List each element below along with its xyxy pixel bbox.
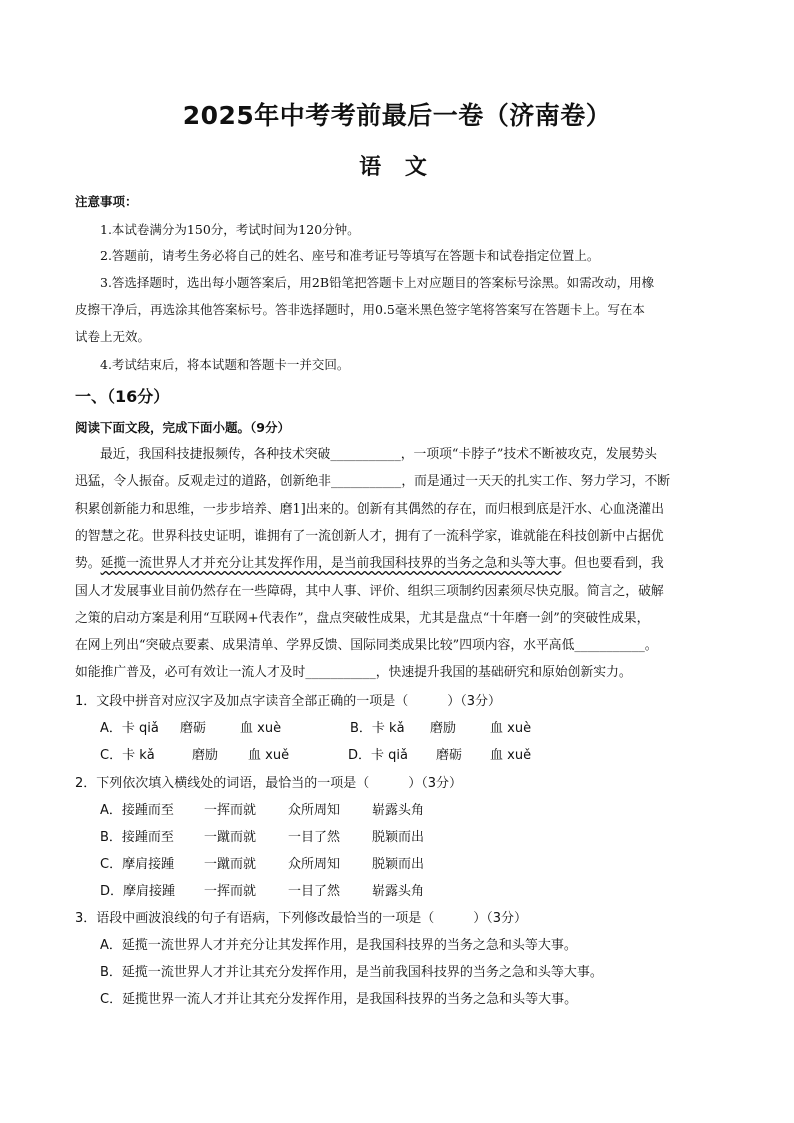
option-word: D．摩肩接踵 bbox=[100, 884, 176, 899]
question-1-stem: 1．文段中拼音对应汉字及加点字读音全部正确的一项是（ ）（3分） bbox=[75, 694, 502, 709]
notice-item: 皮擦干净后，再选涂其他答案标号。答非选择题时，用0.5毫米黑色签字笔将答案写在答题卡上。写在本 bbox=[75, 302, 645, 317]
question-3-option-c[interactable]: C．延揽世界一流人才并让其充分发挥作用，是我国科技界的当务之急和头等大事。 bbox=[100, 992, 578, 1007]
notice-item: 1.本试卷满分为150分，考试时间为120分钟。 bbox=[100, 222, 360, 237]
option-word: 崭露头角 bbox=[372, 884, 425, 899]
passage-fragment: 。但也要看到，我 bbox=[561, 556, 664, 571]
passage-line: 迅猛，令人振奋。反观走过的道路，创新绝非___________，而是通过一天天的扎实工作、努力学习，不断 bbox=[75, 474, 671, 489]
passage-line: 如能推广普及，必可有效让一流人才及时___________，快速提升我国的基础研究和原始创新实力。 bbox=[75, 665, 632, 680]
option-b-pinyin[interactable]: B．卡 kǎ bbox=[350, 721, 405, 736]
notice-item: 3.答选择题时，选出每小题答案后，用2B铅笔把答题卡上对应题目的答案标号涂黑。如需改动，用橡 bbox=[100, 275, 655, 290]
passage-line: 积累创新能力和思维，一步步培养、磨1]出来的。创新有其偶然的存在，而归根到底是汗水、心血浇灌出 bbox=[75, 502, 664, 517]
option-word: B．接踵而至 bbox=[100, 830, 174, 845]
option-word: C．摩肩接踵 bbox=[100, 857, 175, 872]
option-word: 脱颖而出 bbox=[372, 830, 425, 845]
notice-heading: 注意事项： bbox=[75, 194, 138, 209]
page-title: 2025年中考考前最后一卷（济南卷） bbox=[182, 101, 612, 130]
question-2-option-d[interactable] bbox=[100, 882, 424, 902]
option-word: 一目了然 bbox=[288, 884, 341, 899]
option-c-word: 磨励 bbox=[192, 748, 219, 763]
question-3-option-a[interactable]: A．延揽一流世界人才并充分让其发挥作用，是我国科技界的当务之急和头等大事。 bbox=[100, 938, 577, 953]
question-2-option-b[interactable] bbox=[100, 828, 424, 848]
question-1-options-row bbox=[100, 746, 531, 766]
option-word: 一目了然 bbox=[288, 830, 341, 845]
option-word: 众所周知 bbox=[288, 857, 341, 872]
option-d-char: 血 xuě bbox=[490, 748, 532, 763]
question-2-stem: 2．下列依次填入横线处的词语，最恰当的一项是（ ）（3分） bbox=[75, 776, 463, 791]
passage-line: 的智慧之花。世界科技史证明，谁拥有了一流创新人才，拥有了一流科学家，谁就能在科技创新中占据优 bbox=[75, 529, 664, 544]
passage-line: 国人才发展事业目前仍然存在一些障碍，其中人事、评价、组织三项制约因素须尽快克服。简言之，破解 bbox=[75, 584, 664, 599]
option-word: 众所周知 bbox=[288, 803, 341, 818]
notice-item: 试卷上无效。 bbox=[75, 329, 151, 344]
option-c-pinyin[interactable]: C．卡 kǎ bbox=[100, 748, 155, 763]
section-instruction: 阅读下面文段，完成下面小题。（9分） bbox=[75, 420, 290, 435]
question-2-option-a[interactable] bbox=[100, 801, 424, 821]
option-a-pinyin[interactable]: A．卡 qiǎ bbox=[100, 721, 159, 736]
notice-item: 4.考试结束后，将本试题和答题卡一并交回。 bbox=[100, 357, 350, 372]
notice-item: 2.答题前，请考生务必将自己的姓名、座号和准考证号等填写在答题卡和试卷指定位置上。 bbox=[100, 248, 600, 263]
option-word: A．接踵而至 bbox=[100, 803, 174, 818]
question-1-options-row bbox=[100, 719, 531, 739]
option-word: 一蹴而就 bbox=[204, 830, 257, 845]
passage-line: 在网上列出“突破点要素、成果清单、学界反馈、国际同类成果比较”四项内容，水平高低___________。 bbox=[75, 638, 658, 653]
option-b-word: 磨励 bbox=[430, 721, 457, 736]
option-b-char: 血 xuè bbox=[490, 721, 532, 736]
option-word: 一挥而就 bbox=[204, 884, 257, 899]
option-a-char: 血 xuè bbox=[240, 721, 282, 736]
subject-title: 语 文 bbox=[359, 155, 435, 180]
option-c-char: 血 xuě bbox=[248, 748, 290, 763]
option-d-word: 磨砺 bbox=[436, 748, 463, 763]
section-heading: 一、（16分） bbox=[75, 387, 170, 406]
option-word: 一蹴而就 bbox=[204, 857, 257, 872]
wavy-underlined-sentence: 延揽一流世界人才并充分让其发挥作用，是当前我国科技界的当务之急和头等大事 bbox=[100, 556, 562, 571]
passage-fragment: 势。 bbox=[75, 556, 101, 571]
question-2-option-c[interactable] bbox=[100, 855, 424, 875]
passage-line: 最近，我国科技捷报频传，各种技术突破___________，一项项“卡脖子”技术不断被攻克，发展势头 bbox=[100, 447, 657, 462]
question-3-option-b[interactable]: B．延揽一流世界人才并让其充分发挥作用，是当前我国科技界的当务之急和头等大事。 bbox=[100, 965, 603, 980]
question-3-stem: 3．语段中画波浪线的句子有语病，下列修改最恰当的一项是（ ）（3分） bbox=[75, 911, 528, 926]
option-a-word: 磨砺 bbox=[180, 721, 207, 736]
option-word: 一挥而就 bbox=[204, 803, 257, 818]
option-d-pinyin[interactable]: D．卡 qiǎ bbox=[348, 748, 408, 763]
passage-line: 之策的启动方案是利用“互联网+代表作”，盘点突破性成果，尤其是盘点“十年磨一剑”的突破性成果， bbox=[75, 611, 650, 626]
option-word: 脱颖而出 bbox=[372, 857, 425, 872]
passage-line-wavy bbox=[75, 554, 721, 574]
option-word: 崭露头角 bbox=[372, 803, 425, 818]
